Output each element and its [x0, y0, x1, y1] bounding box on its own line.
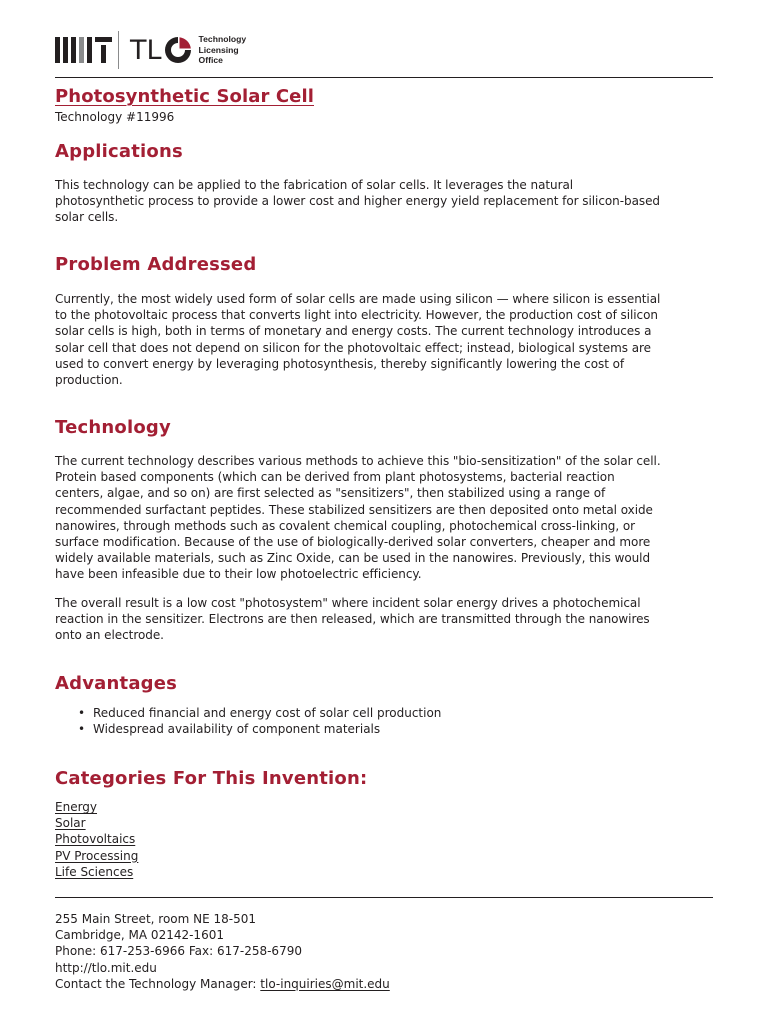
list-item: • Reduced financial and energy cost of solar cell production — [78, 705, 441, 721]
problem-heading: Problem Addressed — [55, 254, 257, 275]
text-line: used to convert energy by leveraging photosynthesis, thereby significantly lowering the cost of — [55, 356, 625, 371]
problem-text — [55, 291, 720, 388]
category-link-energy[interactable]: Energy — [55, 800, 98, 814]
footer-divider — [55, 897, 713, 898]
text-line: solar cells. — [55, 210, 119, 225]
advantages-list — [78, 705, 441, 737]
text-line: widely available materials, such as Zinc Oxide, can be used in the nanowires. Previously, this would — [55, 551, 651, 566]
technology-heading: Technology — [55, 417, 171, 438]
text-line: Currently, the most widely used form of solar cells are made using silicon — where silicon is essential — [55, 292, 661, 306]
categories-list — [55, 799, 138, 880]
category-link-pv-processing[interactable]: PV Processing — [55, 848, 139, 863]
text-line: recommended surfactant peptides. These stabilized sensitizers are then deposited onto metal oxide — [55, 502, 653, 517]
text-line: solar cells is high, both in terms of monetary and energy costs. The current technology introduces a — [55, 324, 652, 339]
tlo-sub-line: Licensing — [198, 44, 239, 55]
applications-text — [55, 177, 720, 226]
category-link-life-sciences[interactable]: Life Sciences — [55, 864, 134, 879]
tlo-subtitle — [199, 34, 247, 65]
mit-logo — [55, 30, 115, 70]
applications-heading: Applications — [55, 141, 183, 162]
technology-text-2 — [55, 595, 720, 644]
website-text: http://tlo.mit.edu — [55, 960, 157, 975]
list-item: • Widespread availability of component materials — [78, 721, 441, 737]
text-line: The current technology describes various methods to achieve this "bio-sensitization" of the solar cell. — [55, 454, 661, 468]
header-divider — [55, 77, 713, 78]
contact-line — [55, 976, 390, 992]
tlo-logo — [130, 30, 246, 70]
contact-prefix: Contact the Technology Manager: — [55, 976, 261, 991]
text-line: onto an electrode. — [55, 628, 164, 643]
tlo-sub-line: Technology — [198, 34, 247, 45]
text-line: This technology can be applied to the fabrication of solar cells. It leverages the natural — [55, 178, 574, 192]
text-line: production. — [55, 373, 123, 388]
text-line: Protein based components (which can be derived from plant photosystems, bacterial reaction — [55, 470, 615, 485]
text-line: The overall result is a low cost "photosystem" where incident solar energy drives a photochemical — [55, 596, 641, 610]
text-line: to the photovoltaic process that converts light into electricity. However, the production cost of silicon — [55, 308, 658, 323]
text-line: reaction in the sensitizer. Electrons are then released, which are transmitted through the nanowires — [55, 612, 650, 627]
footer — [55, 911, 390, 992]
category-link-photovoltaics[interactable]: Photovoltaics — [55, 832, 136, 847]
contact-email-link[interactable]: tlo-inquiries@mit.edu — [260, 976, 390, 991]
address-line: Cambridge, MA 02142-1601 — [55, 928, 224, 943]
technology-number: Technology #11996 — [55, 110, 175, 124]
page-title: Photosynthetic Solar Cell — [55, 86, 314, 107]
logo-divider — [118, 31, 119, 69]
text-line: solar cell that does not depend on silicon for the photovoltaic effect; instead, biological systems are — [55, 340, 651, 355]
text-line: photosynthetic process to provide a lower cost and higher energy yield replacement for silicon-based — [55, 194, 660, 209]
text-line: have been infeasible due to their low photoelectric efficiency. — [55, 567, 422, 582]
tlo-letters: TL — [130, 34, 162, 66]
text-line: nanowires, through methods such as covalent chemical coupling, photochemical cross-linking, or — [55, 518, 636, 533]
text-line: centers, algae, and so on) are first selected as "sensitizers", then stabilized using a range of — [55, 486, 606, 501]
advantages-heading: Advantages — [55, 673, 178, 694]
tlo-o-mark — [163, 35, 193, 65]
technology-text-1 — [55, 453, 720, 583]
category-link-solar[interactable]: Solar — [55, 816, 86, 831]
text-line: surface modification. Because of the use of biologically-derived solar converters, cheaper and more — [55, 535, 651, 550]
address-line: 255 Main Street, room NE 18-501 — [55, 912, 257, 926]
phone-fax: Phone: 617-253-6966 Fax: 617-258-6790 — [55, 944, 302, 959]
tlo-sub-line: Office — [198, 55, 223, 66]
categories-heading: Categories For This Invention: — [55, 768, 368, 789]
header — [55, 30, 246, 70]
